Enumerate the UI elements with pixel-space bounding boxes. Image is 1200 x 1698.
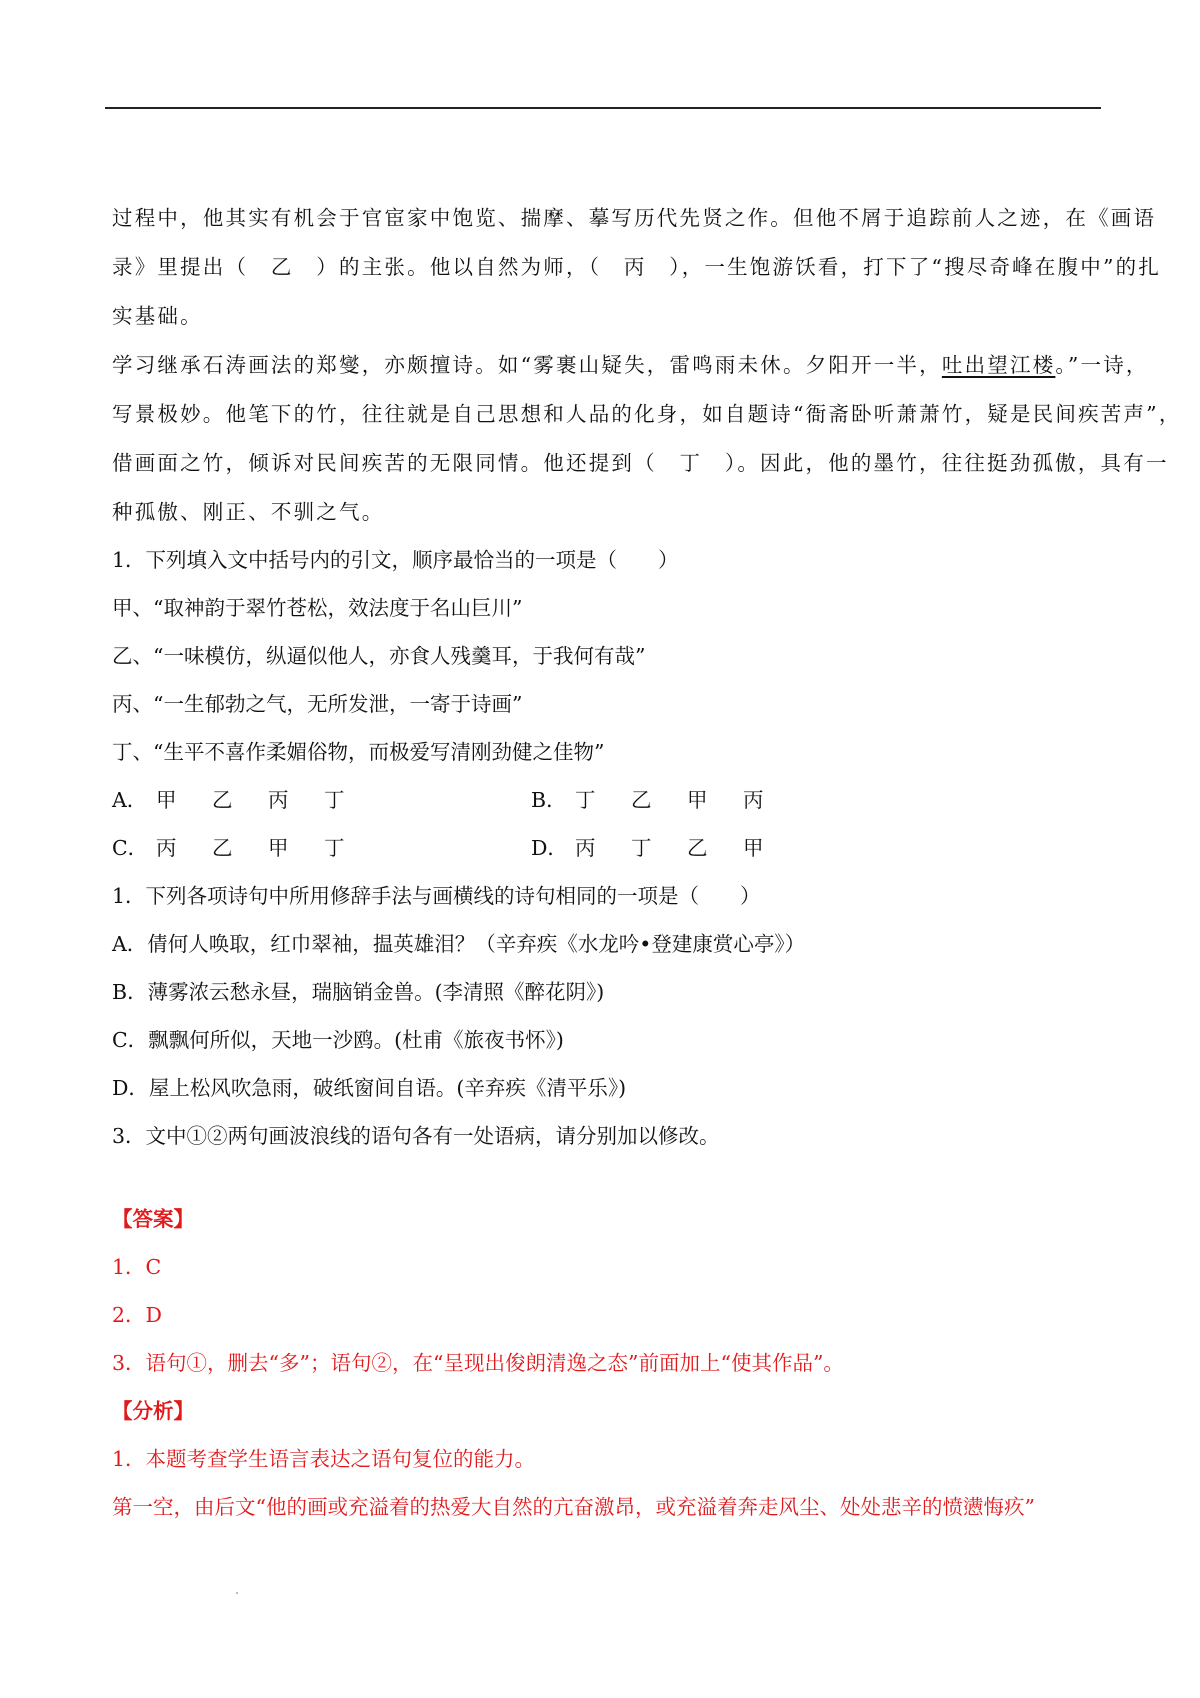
question-stem: 3．文中①②两句画波浪线的语句各有一处语病，请分别加以修改。 <box>112 1124 720 1148</box>
passage-line: 写景极妙。他笔下的竹，往往就是自己思想和人品的化身，如自题诗“衙斋卧听萧萧竹，疑是民间疾苦声”， <box>112 402 1182 426</box>
option-b[interactable]: B．薄雾浓云愁永昼，瑞脑销金兽。(李清照《醉花阴》) <box>112 980 605 1004</box>
option-item: 甲 <box>687 788 708 812</box>
answer-item: 1．C <box>112 1255 162 1279</box>
option-letter: A． <box>112 788 148 812</box>
underlined-verse: 吐出望江楼 <box>941 353 1056 377</box>
option-item: 丁 <box>324 836 345 860</box>
option-item: 丁 <box>631 836 652 860</box>
question-stem: 1．下列填入文中括号内的引文，顺序最恰当的一项是（ ） <box>112 548 679 572</box>
option-item: 丙 <box>743 788 764 812</box>
answer-item: 3．语句①，删去“多”；语句②，在“呈现出俊朗清逸之态”前面加上“使其作品”。 <box>112 1351 844 1375</box>
option-item: 甲 <box>156 788 177 812</box>
option-item: 丙 <box>268 788 289 812</box>
option-a[interactable]: A．倩何人唤取，红巾翠袖，揾英雄泪？（辛弃疾《水龙吟•登建康赏心亭》） <box>112 932 806 956</box>
analysis-heading: 【分析】 <box>112 1399 194 1423</box>
option-d[interactable]: D．屋上松风吹急雨，破纸窗间自语。(辛弃疾《清平乐》) <box>112 1076 627 1100</box>
option-item: 甲 <box>743 836 764 860</box>
passage-line <box>112 351 1149 379</box>
option-c[interactable] <box>112 834 380 862</box>
option-letter: C． <box>112 836 149 860</box>
option-item: 甲 <box>268 836 289 860</box>
option-item: 丁 <box>575 788 596 812</box>
quote-item: 丙、“一生郁勃之气，无所发泄，一寄于诗画” <box>112 692 523 716</box>
option-letter: B． <box>531 788 567 812</box>
answer-item: 2．D <box>112 1303 162 1327</box>
quote-item: 丁、“生平不喜作柔媚俗物，而极爱写清刚劲健之佳物” <box>112 740 605 764</box>
page-mark <box>236 1592 238 1594</box>
quote-item: 甲、“取神韵于翠竹苍松，效法度于名山巨川” <box>112 596 523 620</box>
option-item: 乙 <box>687 836 708 860</box>
option-item: 乙 <box>631 788 652 812</box>
question-stem: 1．下列各项诗句中所用修辞手法与画横线的诗句相同的一项是（ ） <box>112 884 761 908</box>
option-a[interactable] <box>112 786 380 814</box>
answer-heading: 【答案】 <box>112 1207 194 1231</box>
option-item: 丁 <box>324 788 345 812</box>
analysis-text: 第一空，由后文“他的画或充溢着的热爱大自然的亢奋激昂，或充溢着奔走风尘、处处悲辛的愤懑悔疚” <box>112 1495 1035 1519</box>
analysis-text: 1．本题考查学生语言表达之语句复位的能力。 <box>112 1447 536 1471</box>
passage-line: 种孤傲、刚正、不驯之气。 <box>112 500 385 524</box>
option-b[interactable] <box>531 786 799 814</box>
option-item: 乙 <box>212 836 233 860</box>
option-c[interactable]: C．飘飘何所似，天地一沙鸥。(杜甫《旅夜书怀》) <box>112 1028 564 1052</box>
passage-line: 录》里提出（ 乙 ）的主张。他以自然为师，（ 丙 ），一生饱游饫看，打下了“搜尽奇峰在腹中”的扎 <box>112 255 1162 279</box>
passage-line: 借画面之竹，倾诉对民间疾苦的无限同情。他还提到（ 丁 ）。因此，他的墨竹，往往挺劲孤傲，具有一 <box>112 451 1169 475</box>
quote-item: 乙、“一味模仿，纵逼似他人，亦食人残羹耳，于我何有哉” <box>112 644 646 668</box>
passage-line: 过程中，他其实有机会于官宦家中饱览、揣摩、摹写历代先贤之作。但他不屑于追踪前人之迹，在《画语 <box>112 206 1157 230</box>
passage-text: 。”一诗， <box>1055 353 1149 377</box>
option-d[interactable] <box>531 834 799 862</box>
header-rule <box>105 107 1101 109</box>
option-item: 丙 <box>575 836 596 860</box>
option-item: 丙 <box>156 836 177 860</box>
passage-line: 实基础。 <box>112 304 203 328</box>
option-item: 乙 <box>212 788 233 812</box>
option-letter: D． <box>531 836 568 860</box>
passage-text: 学习继承石涛画法的郑燮，亦颇擅诗。如“雾裹山疑失，雷鸣雨未休。夕阳开一半， <box>112 353 942 377</box>
